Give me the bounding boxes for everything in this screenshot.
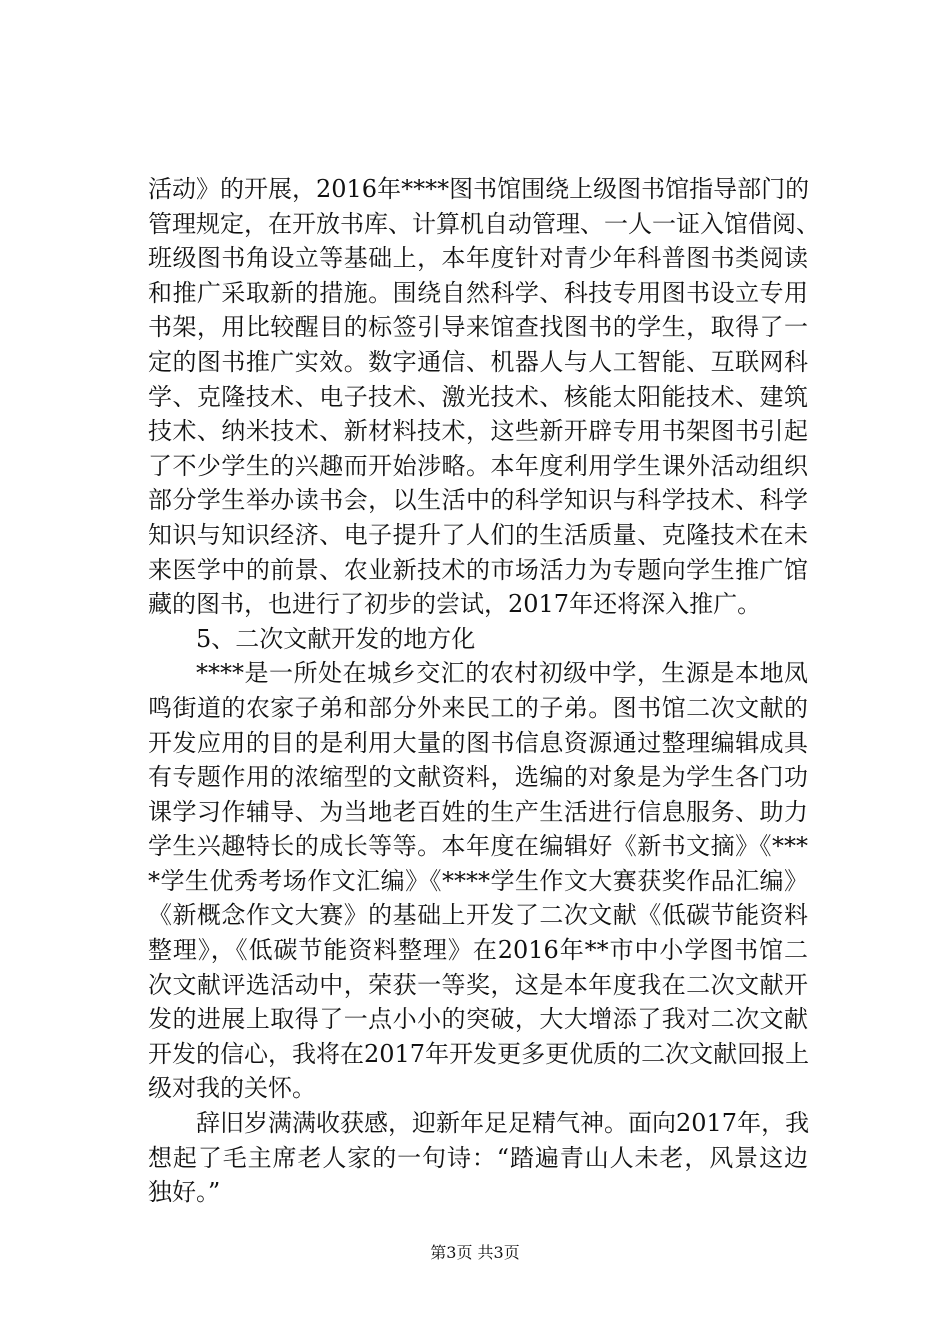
text-line: 定的图书推广实效。数字通信、机器人与人工智能、互联网科 (148, 347, 808, 376)
text-line: *学生优秀考场作文汇编》《****学生作文大赛获奖作品汇编》 (148, 866, 808, 895)
text-line: 级对我的关怀。 (148, 1074, 316, 1103)
text-line: 知识与知识经济、电子提升了人们的生活质量、克隆技术在未 (148, 520, 808, 549)
text-line: 独好。” (148, 1178, 221, 1207)
text-line: 和推广采取新的措施。围绕自然科学、科技专用图书设立专用 (148, 278, 808, 307)
text-line: 发的进展上取得了一点小小的突破，大大增添了我对二次文献 (148, 1005, 808, 1034)
text-line: 开发应用的目的是利用大量的图书信息资源通过整理编辑成具 (148, 728, 808, 757)
text-line: 班级图书角设立等基础上，本年度针对青少年科普图书类阅读 (148, 244, 808, 273)
text-line: 有专题作用的浓缩型的文献资料，选编的对象是为学生各门功 (148, 763, 808, 792)
text-line: 想起了毛主席老人家的一句诗：“踏遍青山人未老，风景这边 (148, 1143, 808, 1172)
text-line: 了不少学生的兴趣而开始涉略。本年度利用学生课外活动组织 (148, 451, 808, 480)
text-line: 鸣街道的农家子弟和部分外来民工的子弟。图书馆二次文献的 (148, 693, 808, 722)
text-line: 课学习作辅导、为当地老百姓的生产生活进行信息服务、助力 (148, 797, 808, 826)
text-line: 次文献评选活动中，荣获一等奖，这是本年度我在二次文献开 (148, 970, 808, 999)
body-text (148, 172, 820, 1210)
text-line: 整理》，《低碳节能资料整理》在2016年**市中小学图书馆二 (148, 936, 808, 965)
text-line: 技术、纳米技术、新材料技术，这些新开辟专用书架图书引起 (148, 417, 808, 446)
text-line: ****是一所处在城乡交汇的农村初级中学，生源是本地凤 (196, 659, 808, 688)
page-footer: 第3页 共3页 (430, 1243, 520, 1262)
text-line: 活动》的开展，2016年****图书馆围绕上级图书馆指导部门的 (148, 175, 810, 203)
text-line: 藏的图书，也进行了初步的尝试，2017年还将深入推广。 (148, 590, 762, 619)
text-line: 学生兴趣特长的成长等等。本年度在编辑好《新书文摘》《*** (148, 832, 808, 861)
text-line: 辞旧岁满满收获感，迎新年足足精气神。面向2017年，我 (196, 1109, 810, 1138)
text-line: 管理规定，在开放书库、计算机自动管理、一人一证入馆借阅、 (148, 209, 820, 238)
text-line: 书架，用比较醒目的标签引导来馆查找图书的学生，取得了一 (148, 313, 808, 342)
text-line: 来医学中的前景、农业新技术的市场活力为专题向学生推广馆 (148, 555, 808, 584)
text-line: 《新概念作文大赛》的基础上开发了二次文献《低碳节能资料 (148, 901, 808, 930)
text-line: 学、克隆技术、电子技术、激光技术、核能太阳能技术、建筑 (148, 382, 808, 411)
text-line: 开发的信心，我将在2017年开发更多更优质的二次文献回报上 (148, 1039, 810, 1068)
text-line: 部分学生举办读书会，以生活中的科学知识与科学技术、科学 (148, 486, 808, 515)
text-line: 5、二次文献开发的地方化 (196, 624, 476, 653)
